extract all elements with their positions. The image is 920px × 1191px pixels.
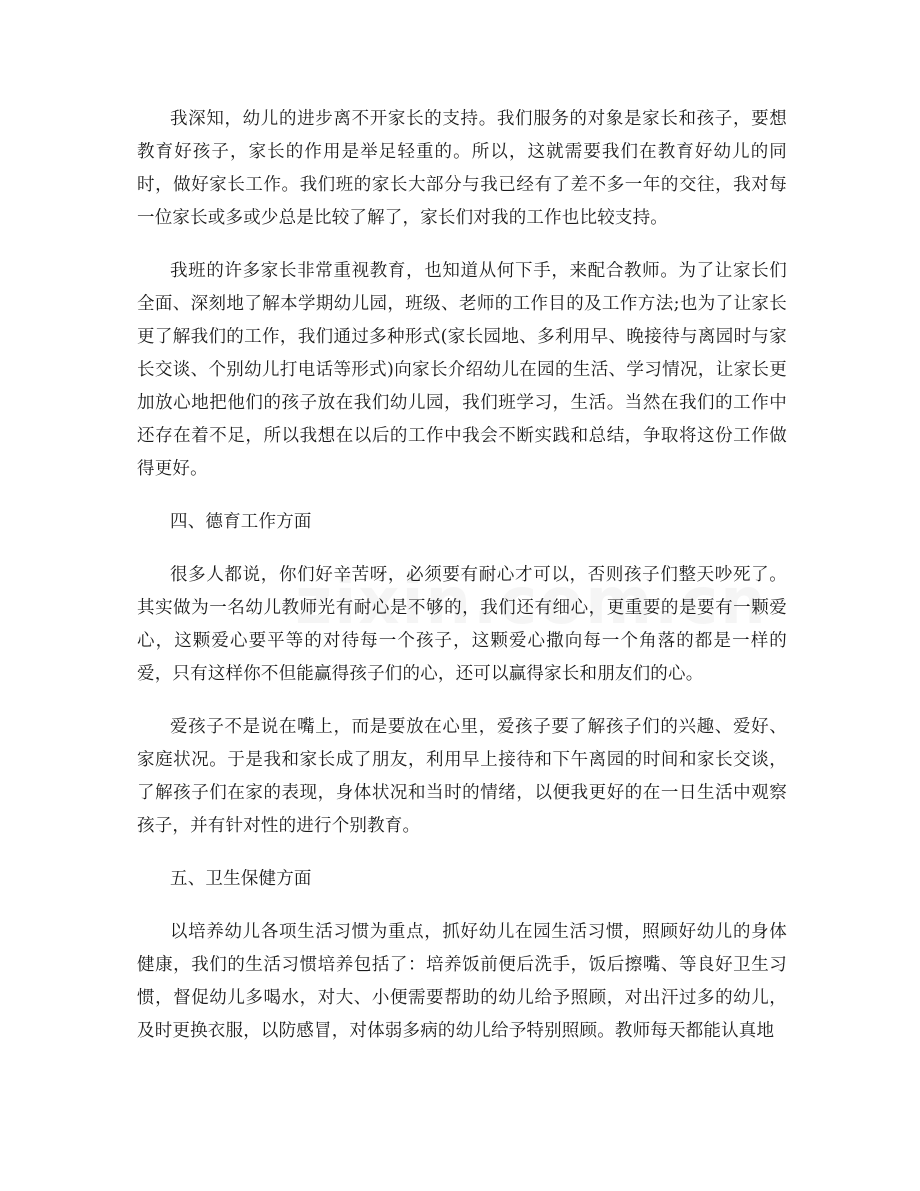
- paragraph-parent-support: 我深知，幼儿的进步离不开家长的支持。我们服务的对象是家长和孩子，要想教育好孩子，家长的作用是举足轻重的。所以，这就需要我们在教育好幼儿的同时，做好家长工作。我们班的家长大部分与我已经有了差不多一年的交往，我对每一位家长或多或少总是比较了解了，家长们对我的工作也比较支持。: [137, 109, 787, 228]
- paragraph-parent-cooperation: 我班的许多家长非常重视教育，也知道从何下手，来配合教师。为了让家长们全面、深刻地了解本学期幼儿园，班级、老师的工作目的及工作方法;也为了让家长更了解我们的工作，我们通过多种形式(家长园地、多利用早、晚接待与离园时与家长交谈、个别幼儿打电话等形式)向家长介绍幼儿在园的生活、学习情况，让家长更加放心地把他们的孩子放在我们幼儿园，我们班学习，生活。当然在我们的工作中还存在着不足，所以我想在以后的工作中我会不断实践和总结，争取将这份工作做得更好。: [137, 261, 787, 479]
- paragraph-patience-love: 很多人都说，你们好辛苦呀，必须要有耐心才可以，否则孩子们整天吵死了。其实做为一名幼儿教师光有耐心是不够的，我们还有细心，更重要的是要有一颗爱心，这颗爱心要平等的对待每一个孩子，这颗爱心撒向每一个角落的都是一样的爱，只有这样你不但能赢得孩子们的心，还可以赢得家长和朋友们的心。: [137, 565, 787, 684]
- document-body: [137, 103, 787, 1068]
- paragraph-living-habits: 以培养幼儿各项生活习惯为重点，抓好幼儿在园生活习惯，照顾好幼儿的身体健康，我们的生活习惯培养包括了：培养饭前便后洗手，饭后擦嘴、等良好卫生习惯，督促幼儿多喝水，对大、小便需要帮助的幼儿给予照顾，对出汗过多的幼儿，及时更换衣服，以防感冒，对体弱多病的幼儿给予特别照顾。教师每天都能认真地: [137, 922, 787, 1041]
- paragraph-love-children: 爱孩子不是说在嘴上，而是要放在心里，爱孩子要了解孩子们的兴趣、爱好、家庭状况。于是我和家长成了朋友，利用早上接待和下午离园的时间和家长交谈，了解孩子们在家的表现，身体状况和当时的情绪，以便我更好的在一日生活中观察孩子，并有针对性的进行个别教育。: [137, 717, 787, 836]
- section-heading-moral-education: 四、德育工作方面: [170, 512, 312, 532]
- section-heading-health-care: 五、卫生保健方面: [170, 869, 312, 889]
